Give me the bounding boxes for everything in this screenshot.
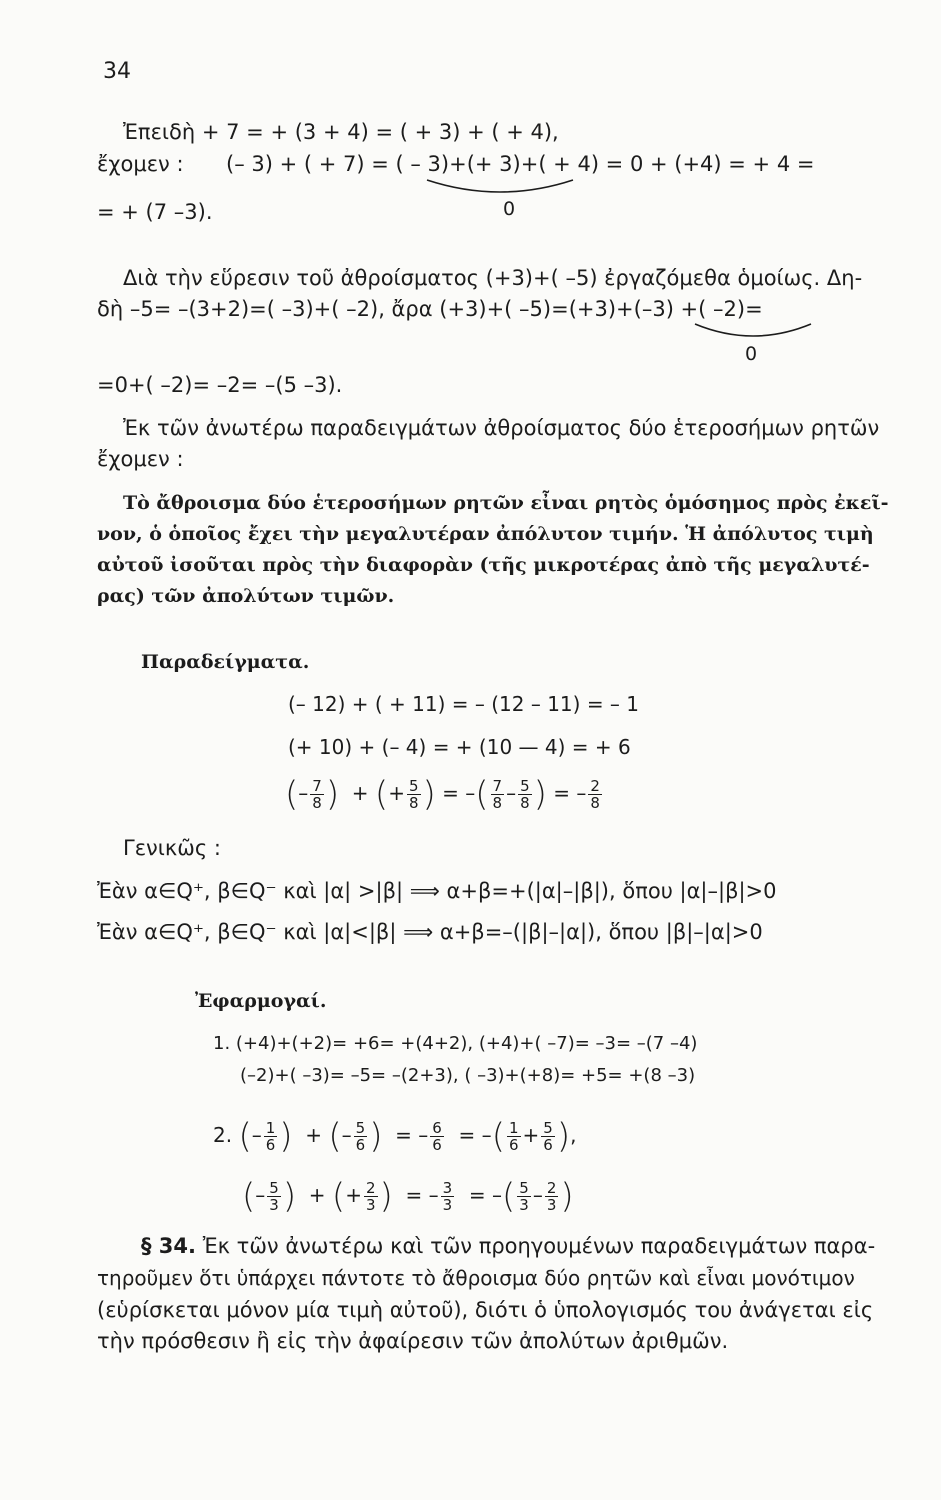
section-34-line-4: τὴν πρόσθεσιν ἢ εἰς τὴν ἀφαίρεσιν τῶν ἀπολύτων ἀριθμῶν. <box>97 1329 729 1353</box>
general-heading: Γενικῶς : <box>123 836 221 860</box>
section-label: § 34. <box>141 1234 197 1258</box>
text-line-2-equation: (– 3) + ( + 7) = ( – 3)+(+ 3)+( + 4) = 0 + (+4) = + 4 = <box>226 152 815 176</box>
section-34-line-3: (εὑρίσκεται μόνον μία τιμὴ αὐτοῦ), διότι ὁ ὑπολογισμός του ἀνάγεται εἰς <box>97 1298 874 1322</box>
application-1b: (–2)+( –3)= –5= –(2+3), ( –3)+(+8)= +5= +(8 –3) <box>240 1065 696 1086</box>
text-line-8: ἔχομεν : <box>97 447 184 471</box>
rule-line-4: ρας) τῶν ἀπολύτων τιμῶν. <box>97 585 395 607</box>
rule-line-3: αὐτοῦ ἰσοῦται πρὸς τὴν διαφορὰν (τῆς μικροτέρας ἀπὸ τῆς μεγαλυτέ- <box>97 554 870 576</box>
applications-heading: Ἐφαρμογαί. <box>195 990 327 1012</box>
rule-line-1: Τὸ ἄθροισμα δύο ἑτεροσήμων ρητῶν εἶναι ρητὸς ὁμόσημος πρὸς ἐκεῖ- <box>123 492 889 514</box>
text-line-4: Διὰ τὴν εὕρεσιν τοῦ ἀθροίσματος (+3)+( –5) ἐργαζόμεθα ὁμοίως. Δη- <box>123 266 863 290</box>
text-line-7: Ἐκ τῶν ἀνωτέρω παραδειγμάτων ἀθροίσματος δύο ἑτεροσήμων ρητῶν <box>123 416 880 440</box>
application-2: 2. (– $\frac{1}{6}$ ) + (– $\frac{5}{6}$ ) = – $\frac{6}{6}$ = –( $\frac{1}{6}$ + $\frac{5}{6}$ ), <box>213 1116 577 1157</box>
underbrace-zero-2: 0 <box>745 343 758 365</box>
section-34-line-1: § 34. Ἐκ τῶν ἀνωτέρω καὶ τῶν προηγουμένων παραδειγμάτων παρα- <box>141 1234 876 1258</box>
example-3: (– $\frac{7}{8}$ ) + (+ $\frac{5}{8}$ ) = –( $\frac{7}{8}$ – $\frac{5}{8}$ ) = – $\frac{2}{8}$ <box>285 774 600 815</box>
general-case-1: Ἐὰν α∈Q⁺, β∈Q⁻ καὶ |α| >|β| ⟹ α+β=+(|α|–|β|), ὅπου |α|–|β|>0 <box>97 879 777 903</box>
underbrace-1 <box>425 178 575 198</box>
underbrace-2 <box>693 322 813 342</box>
text-line-3: = + (7 –3). <box>97 200 213 224</box>
example-2: (+ 10) + (– 4) = + (10 — 4) = + 6 <box>288 735 631 759</box>
rule-line-2: νον, ὁ ὁποῖος ἔχει τὴν μεγαλυτέραν ἀπόλυτον τιμήν. Ἡ ἀπόλυτος τιμὴ <box>97 523 874 545</box>
examples-heading: Παραδείγματα. <box>141 651 310 673</box>
text-line-5: δὴ –5= –(3+2)=( –3)+( –2), ἄρα (+3)+( –5)=(+3)+(–3) +( –2)= <box>97 297 763 321</box>
application-1: 1. (+4)+(+2)= +6= +(4+2), (+4)+( –7)= –3= –(7 –4) <box>213 1033 698 1054</box>
example-1: (– 12) + ( + 11) = – (12 – 11) = – 1 <box>288 692 640 716</box>
underbrace-zero-1: 0 <box>503 198 516 220</box>
text-line-1: Ἐπειδὴ + 7 = + (3 + 4) = ( + 3) + ( + 4), <box>123 120 559 144</box>
section-34-line-2: τηροῦμεν ὅτι ὑπάρχει πάντοτε τὸ ἄθροισμα δύο ρητῶν καὶ εἶναι μονότιμον <box>97 1266 855 1290</box>
page-number: 34 <box>103 59 131 84</box>
text-line-6: =0+( –2)= –2= –(5 –3). <box>97 373 343 397</box>
application-2b: (– $\frac{5}{3}$ ) + (+ $\frac{2}{3}$ ) = – $\frac{3}{3}$ = –( $\frac{5}{3}$ – $\frac{2}{3}$ ) <box>242 1176 574 1217</box>
general-case-2: Ἐὰν α∈Q⁺, β∈Q⁻ καὶ |α|<|β| ⟹ α+β=–(|β|–|α|), ὅπου |β|–|α|>0 <box>97 920 763 944</box>
text-line-2-label: ἔχομεν : <box>97 152 184 176</box>
